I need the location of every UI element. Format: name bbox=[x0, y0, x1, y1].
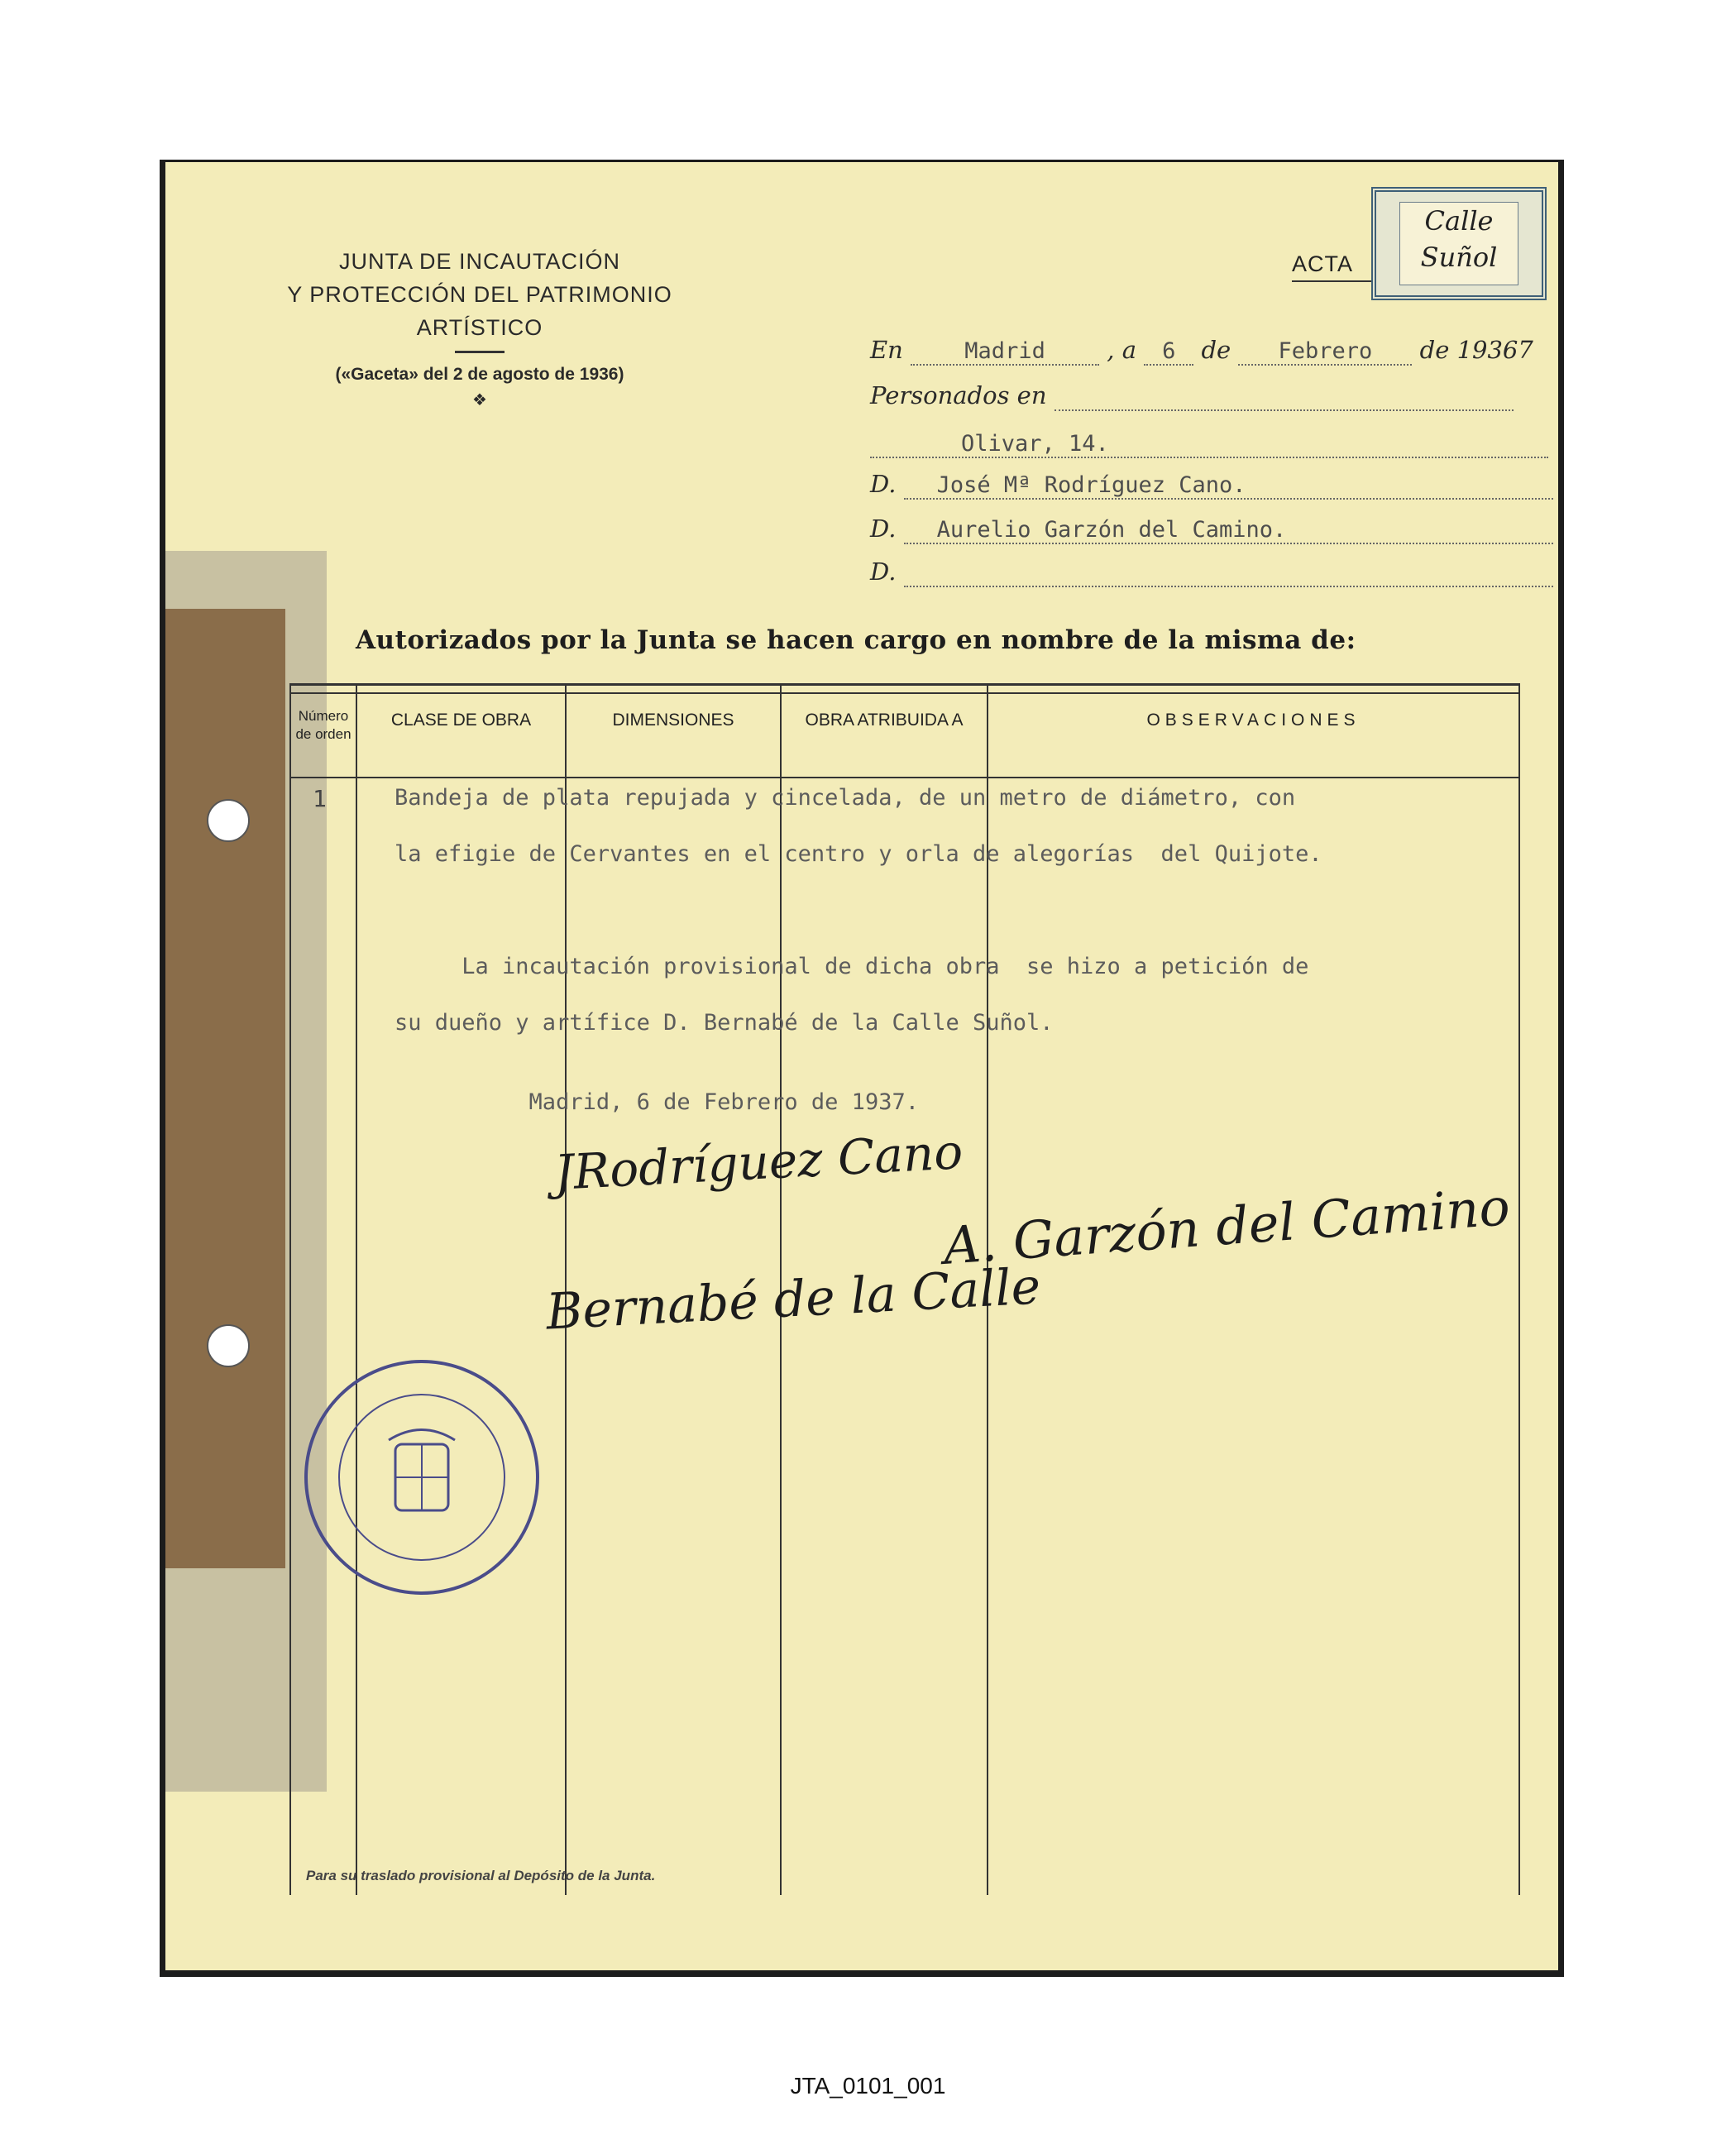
person-2-name: Aurelio Garzón del Camino. bbox=[936, 517, 1287, 543]
header-numero-line-1: Número bbox=[298, 708, 349, 724]
table-border-left bbox=[289, 686, 291, 1895]
place-field bbox=[911, 336, 1099, 366]
stamp-line-1: Calle bbox=[1424, 205, 1494, 237]
description-line-2: la efigie de Cervantes en el centro y orla de alegorías del Quijote. bbox=[395, 841, 1322, 867]
signature-bernabe-de-la-calle: Bernabé de la Calle bbox=[544, 1257, 1042, 1342]
personados-field bbox=[1055, 381, 1514, 411]
person-field-2 bbox=[904, 514, 1553, 544]
d-label-1: D. bbox=[870, 470, 897, 498]
punch-hole-bottom bbox=[207, 1324, 250, 1367]
header-rule bbox=[455, 351, 505, 353]
place-value: Madrid bbox=[964, 338, 1045, 364]
person-1-name: José Mª Rodríguez Cano. bbox=[936, 472, 1246, 498]
table-border-right bbox=[1518, 686, 1520, 1895]
person-line-3 bbox=[870, 558, 1553, 587]
acta-stamp-text bbox=[1399, 202, 1518, 285]
issuer-line-3: ARTÍSTICO bbox=[416, 315, 543, 340]
signature-rodriguez-cano: JRodríguez Cano bbox=[552, 1123, 964, 1201]
description-line-5: su dueño y artífice D. Bernabé de la Calle Suñol. bbox=[395, 1010, 1054, 1036]
person-field-3 bbox=[904, 558, 1553, 587]
footer-note: Para su traslado provisional al Depósito de la Junta. bbox=[306, 1868, 656, 1883]
personados-label: Personados en bbox=[870, 381, 1047, 409]
stamp-line-2: Suñol bbox=[1420, 242, 1498, 273]
binder-tab bbox=[165, 609, 285, 1568]
header-observaciones: OBSERVACIONES bbox=[1146, 711, 1361, 730]
year-label: de 1936 bbox=[1419, 336, 1518, 364]
authorization-headline: Autorizados por la Junta se hacen cargo en nombre de la misma de: bbox=[356, 625, 1356, 655]
description-line-1: Bandeja de plata repujada y cincelada, de un metro de diámetro, con bbox=[395, 785, 1296, 811]
month-field bbox=[1238, 336, 1412, 366]
ornament-icon: ❖ bbox=[472, 391, 487, 409]
gaceta-reference: («Gaceta» del 2 de agosto de 1936) bbox=[335, 365, 624, 384]
person-line-1 bbox=[870, 470, 1553, 500]
header-clase-de-obra: CLASE DE OBRA bbox=[390, 711, 532, 730]
year-suffix: 7 bbox=[1518, 336, 1533, 364]
document-id: JTA_0101_001 bbox=[790, 2073, 946, 2099]
month-value: Febrero bbox=[1278, 338, 1373, 364]
document-paper bbox=[165, 162, 1558, 1970]
issuer-line-1: JUNTA DE INCAUTACIÓN bbox=[338, 249, 621, 274]
issuer-header bbox=[265, 245, 695, 410]
table-top-rule bbox=[289, 692, 1520, 694]
en-label: En bbox=[870, 336, 903, 364]
personados-line bbox=[870, 381, 1514, 411]
header-numero-line-2: de orden bbox=[295, 726, 352, 742]
address-line bbox=[870, 428, 1548, 458]
row-number: 1 bbox=[313, 785, 327, 812]
official-seal bbox=[298, 1353, 546, 1601]
day-field bbox=[1144, 336, 1193, 366]
description-line-4: La incautación provisional de dicha obra se hizo a petición de bbox=[395, 954, 1309, 979]
description-line-7: Madrid, 6 de Febrero de 1937. bbox=[395, 1089, 919, 1115]
table-header-rule bbox=[289, 777, 1520, 778]
acta-underline bbox=[1292, 280, 1380, 282]
d-label-3: D. bbox=[870, 558, 897, 586]
header-numero bbox=[291, 707, 356, 744]
person-field-1 bbox=[904, 470, 1553, 500]
header-obra-atribuida: OBRA ATRIBUIDA A bbox=[805, 711, 964, 730]
acta-label: ACTA bbox=[1292, 251, 1354, 276]
col-divider-1 bbox=[356, 686, 357, 1895]
a-label: , a bbox=[1107, 336, 1137, 364]
d-label-2: D. bbox=[870, 514, 897, 543]
day-value: 6 bbox=[1162, 338, 1176, 364]
acta-stamp-box bbox=[1371, 187, 1547, 300]
address-value: Olivar, 14. bbox=[961, 431, 1109, 457]
date-line bbox=[870, 336, 1533, 366]
person-line-2 bbox=[870, 514, 1553, 544]
header-dimensiones: DIMENSIONES bbox=[612, 711, 734, 730]
address-field bbox=[870, 428, 1548, 458]
de-label: de bbox=[1201, 336, 1231, 364]
issuer-line-2: Y PROTECCIÓN DEL PATRIMONIO bbox=[287, 282, 672, 307]
signature-garzon-del-camino: A. Garzón del Camino bbox=[941, 1176, 1512, 1276]
punch-hole-top bbox=[207, 799, 250, 842]
